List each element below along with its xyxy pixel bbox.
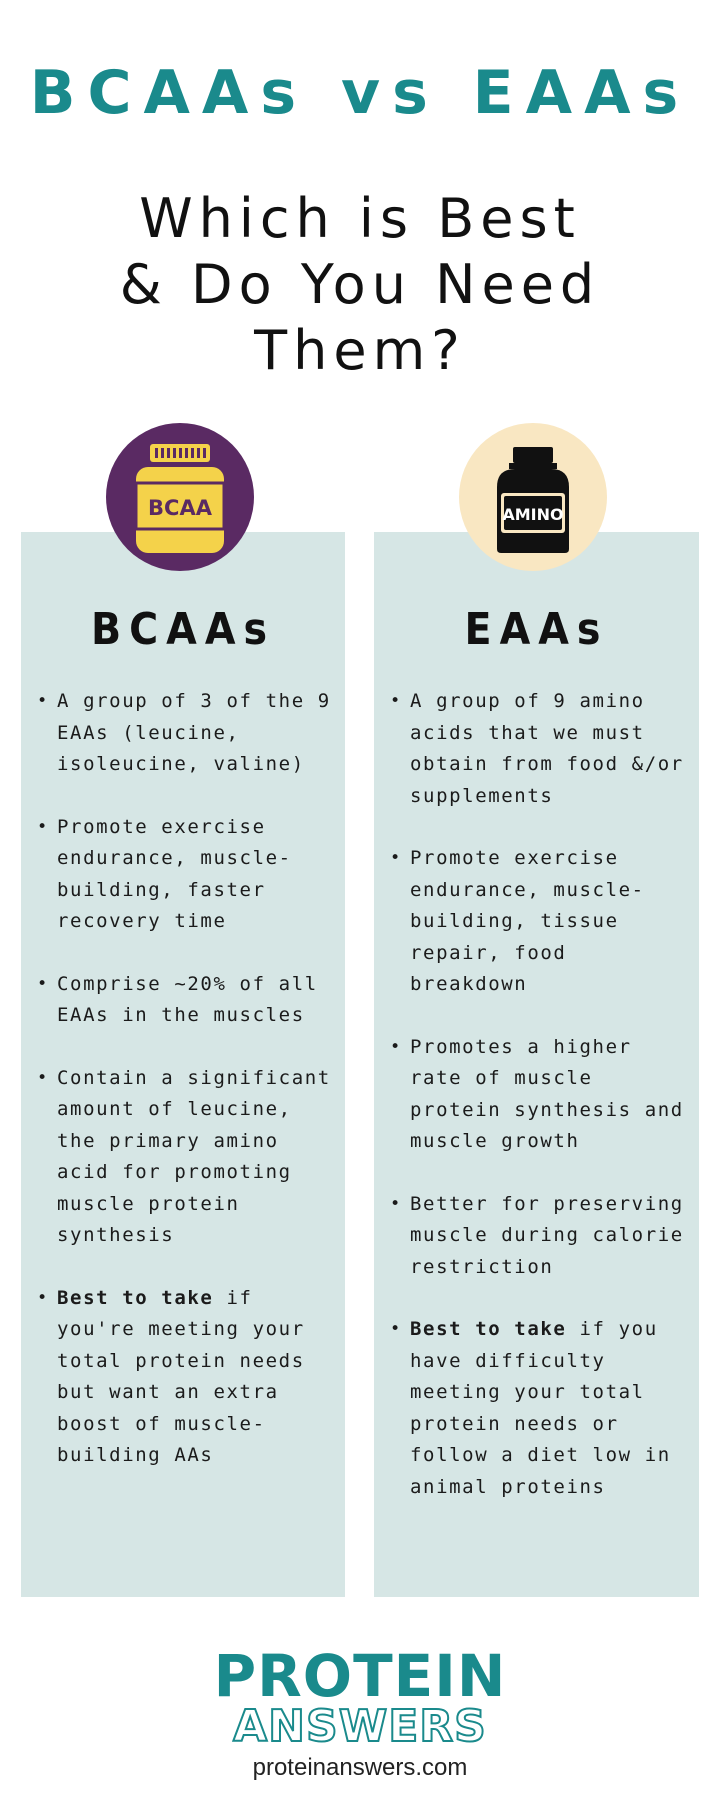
- subtitle-line: Which is Best: [139, 187, 581, 250]
- bcaa-bullet: • Contain a significant amount of leucine, the primary amino acid for promoting muscle protein synthesis: [35, 1063, 335, 1252]
- amino-jar-icon: [459, 423, 607, 571]
- eaa-bullet: • A group of 9 amino acids that we must obtain from food &/or supplements: [388, 686, 689, 812]
- eaa-bullet-list: [388, 686, 689, 1534]
- bcaa-jar-label: BCAA: [148, 496, 212, 520]
- bcaa-bullet-list: [35, 686, 335, 1503]
- bcaa-card: [21, 532, 345, 1597]
- subtitle-line: & Do You Need: [119, 253, 601, 316]
- bcaa-bullet: • Comprise ~20% of all EAAs in the muscles: [35, 969, 335, 1032]
- bcaa-jar-icon: [106, 423, 254, 571]
- logo-protein: PROTEIN: [213, 1642, 507, 1710]
- bcaa-bullet: • Promote exercise endurance, muscle-building, faster recovery time: [35, 812, 335, 938]
- eaa-card-title: EAAs: [464, 604, 609, 655]
- site-url: proteinanswers.com: [252, 1754, 468, 1781]
- eaa-bullet: • Best to take if you have difficulty meeting your total protein needs or follow a diet low in animal proteins: [388, 1314, 689, 1503]
- bcaa-bullet: • Best to take if you're meeting your total protein needs but want an extra boost of muscle-building AAs: [35, 1283, 335, 1472]
- eaa-bullet: • Better for preserving muscle during calorie restriction: [388, 1189, 689, 1284]
- amino-jar-label: AMINO: [502, 505, 564, 524]
- bcaa-bullet: • A group of 3 of the 9 EAAs (leucine, isoleucine, valine): [35, 686, 335, 781]
- page-title: BCAAs vs EAAs: [29, 58, 691, 128]
- amino-badge: [459, 423, 607, 571]
- bcaa-badge: [106, 423, 254, 571]
- page-subtitle: [0, 186, 720, 384]
- bcaa-card-title: BCAAs: [90, 604, 276, 655]
- eaa-card: [374, 532, 699, 1597]
- eaa-bullet: • Promote exercise endurance, muscle-building, tissue repair, food breakdown: [388, 843, 689, 1001]
- logo-answers: ANSWERS: [233, 1701, 487, 1752]
- subtitle-line: Them?: [254, 319, 466, 382]
- eaa-bullet: • Promotes a higher rate of muscle protein synthesis and muscle growth: [388, 1032, 689, 1158]
